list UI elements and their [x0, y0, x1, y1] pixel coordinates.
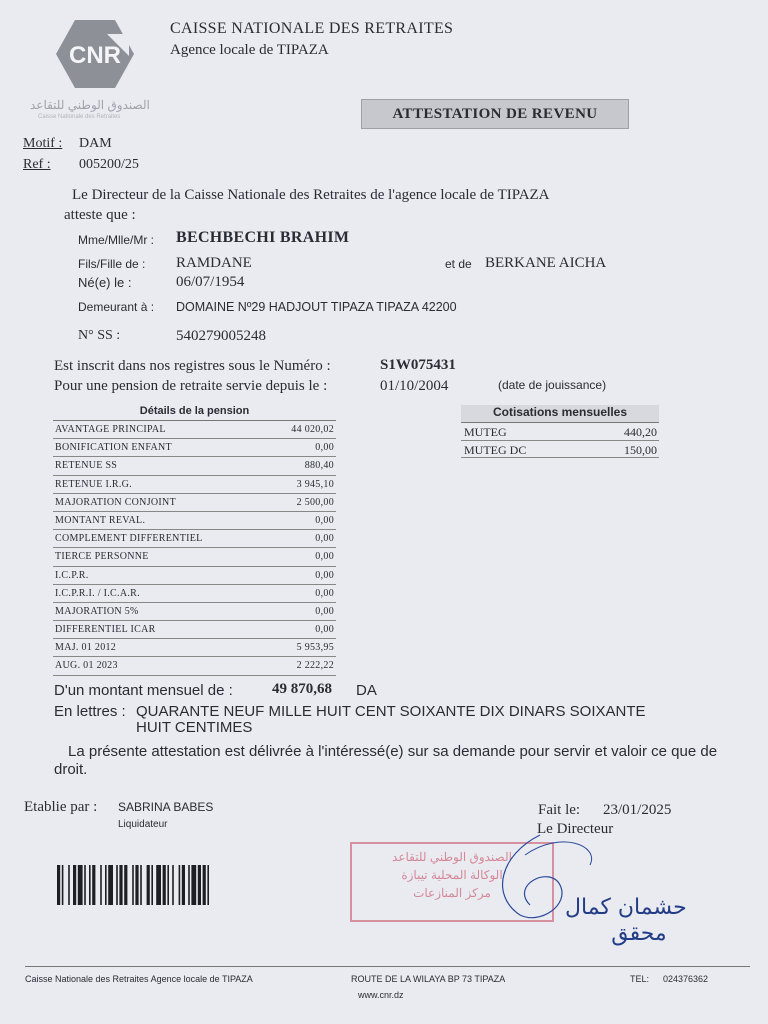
logo-arabic-text: الصندوق الوطني للتقاعد [30, 98, 150, 112]
registration-label: Est inscrit dans nos registres sous le Numéro : [54, 358, 331, 374]
pension-row [53, 476, 336, 494]
pension-row [53, 567, 336, 585]
pension-row-amount: 0,00 [315, 442, 334, 454]
letters-label: En lettres : [54, 703, 126, 720]
pension-details-table [53, 405, 336, 676]
father-label: Fils/Fille de : [78, 257, 146, 271]
pension-row-label: AVANTAGE PRINCIPAL [55, 424, 166, 435]
intro-line-2: atteste que : [64, 207, 136, 223]
contribution-row-amount: 440,20 [624, 425, 657, 439]
org-name: CAISSE NATIONALE DES RETRAITES [170, 20, 454, 37]
pension-row [53, 421, 336, 439]
contribution-row-amount: 150,00 [624, 442, 657, 457]
pension-row-label: MAJORATION 5% [55, 605, 139, 617]
pension-row-amount: 0,00 [315, 569, 334, 581]
logo-subtitle: Caisse Nationale des Retraites [38, 114, 121, 120]
father-name: RAMDANE [176, 255, 252, 271]
pension-row-label: MAJ. 01 2012 [55, 642, 117, 654]
pension-row-label: RETENUE I.R.G. [55, 478, 132, 490]
pension-row-amount: 0,00 [315, 551, 334, 563]
footer-address: ROUTE DE LA WILAYA BP 73 TIPAZA [351, 974, 506, 984]
pension-row-amount: 0,00 [315, 514, 334, 526]
director-label: Le Directeur [537, 821, 614, 837]
registration-number: S1W075431 [380, 357, 456, 373]
pension-row-label: DIFFERENTIEL ICAR [55, 624, 156, 636]
pension-row [53, 439, 336, 457]
contribution-row-label: MUTEG [464, 425, 507, 439]
pension-row [53, 457, 336, 475]
pension-row [53, 639, 336, 657]
footer-tel: 024376362 [663, 974, 709, 984]
footer-website: www.cnr.dz [358, 990, 404, 1000]
mother-label: et de [445, 257, 472, 271]
name-label: Mme/Mlle/Mr : [78, 233, 154, 247]
contribution-row [461, 423, 659, 441]
pension-row [53, 512, 336, 530]
contribution-row [461, 441, 659, 459]
monthly-amount-label: D'un montant mensuel de : [54, 682, 233, 699]
issue-date: 23/01/2025 [603, 802, 672, 818]
barcode [57, 865, 327, 905]
pension-row [53, 530, 336, 548]
pension-row [53, 548, 336, 566]
document-title: ATTESTATION DE REVENU [361, 99, 629, 129]
pension-row [53, 657, 336, 675]
ss-label: N° SS : [78, 328, 121, 343]
contributions-title: Cotisations mensuelles [461, 405, 659, 423]
contributions-table [461, 405, 659, 458]
logo-text: CNR [69, 42, 121, 69]
pension-row-amount: 0,00 [315, 533, 334, 545]
pension-row [53, 621, 336, 639]
pension-row [53, 585, 336, 603]
footer-divider [25, 966, 750, 967]
pension-row-label: I.C.P.R. [55, 569, 89, 581]
address-value: DOMAINE Nº29 HADJOUT TIPAZA TIPAZA 42200 [176, 300, 457, 314]
pension-row [53, 494, 336, 512]
pension-row-label: COMPLEMENT DIFFERENTIEL [55, 533, 203, 545]
pension-row-amount: 0,00 [315, 605, 334, 617]
monthly-amount-value: 49 870,68 [272, 681, 332, 697]
motif-label: Motif : [23, 136, 63, 151]
mother-name: BERKANE AICHA [485, 255, 607, 271]
pension-row [53, 603, 336, 621]
currency: DA [356, 682, 377, 699]
agency-name: Agence locale de TIPAZA [170, 42, 329, 58]
birth-date: 06/07/1954 [176, 274, 245, 290]
stamp-line-1: الصندوق الوطني للتقاعد [392, 850, 512, 864]
pension-row-amount: 2 500,00 [296, 496, 334, 508]
pension-row-amount: 5 953,95 [296, 642, 334, 654]
established-role: Liquidateur [118, 819, 168, 830]
pension-details-title: Détails de la pension [53, 405, 336, 421]
ref-label: Ref : [23, 157, 51, 172]
pension-row-amount: 3 945,10 [296, 478, 334, 490]
closing-line-2: droit. [54, 761, 88, 778]
contribution-row-label: MUTEG DC [464, 442, 527, 457]
pension-since-label: Pour une pension de retraite servie depuis le : [54, 378, 328, 394]
pension-row-label: I.C.P.R.I. / I.C.A.R. [55, 587, 140, 599]
pension-row-amount: 0,00 [315, 587, 334, 599]
birth-label: Né(e) le : [78, 275, 132, 290]
stamp-line-2: الوكالة المحلية تيبازة [401, 868, 503, 882]
date-note: (date de jouissance) [498, 378, 607, 392]
pension-row-amount: 0,00 [315, 624, 334, 636]
pension-row-amount: 2 222,22 [296, 660, 334, 672]
signer-arabic-line-1: حشمان كمال [565, 895, 687, 920]
beneficiary-name: BECHBECHI BRAHIM [176, 229, 350, 246]
pension-row-label: RETENUE SS [55, 460, 118, 472]
motif-value: DAM [79, 136, 112, 151]
pension-since-date: 01/10/2004 [380, 378, 449, 394]
footer-org: Caisse Nationale des Retraites Agence locale de TIPAZA [25, 974, 253, 984]
pension-row-label: TIERCE PERSONNE [55, 551, 149, 563]
pension-row-amount: 44 020,02 [291, 424, 334, 435]
closing-line-1: La présente attestation est délivrée à l'intéressé(e) sur sa demande pour servir et valoir ce que de [68, 743, 718, 760]
footer-tel-label: TEL: [630, 974, 650, 984]
pension-row-label: MONTANT REVAL. [55, 514, 146, 526]
pension-row-label: MAJORATION CONJOINT [55, 496, 176, 508]
established-label: Etablie par : [24, 799, 98, 815]
address-label: Demeurant à : [78, 300, 155, 314]
signer-arabic-name [565, 895, 687, 947]
signer-arabic-line-2: محقق [611, 921, 667, 946]
pension-row-label: AUG. 01 2023 [55, 660, 118, 672]
established-by: SABRINA BABES [118, 800, 214, 814]
pension-row-amount: 880,40 [304, 460, 334, 472]
intro-line-1: Le Directeur de la Caisse Nationale des Retraites de l'agence locale de TIPAZA [72, 187, 550, 203]
date-label: Fait le: [538, 802, 581, 818]
ref-value: 005200/25 [79, 157, 139, 172]
pension-row-label: BONIFICATION ENFANT [55, 442, 172, 454]
stamp-line-3: مركز المنازعات [413, 886, 491, 900]
cnr-logo [55, 18, 135, 90]
ss-number: 540279005248 [176, 328, 266, 344]
letters-line-1: QUARANTE NEUF MILLE HUIT CENT SOIXANTE DIX DINARS SOIXANTE [136, 703, 646, 720]
letters-line-2: HUIT CENTIMES [136, 719, 253, 736]
